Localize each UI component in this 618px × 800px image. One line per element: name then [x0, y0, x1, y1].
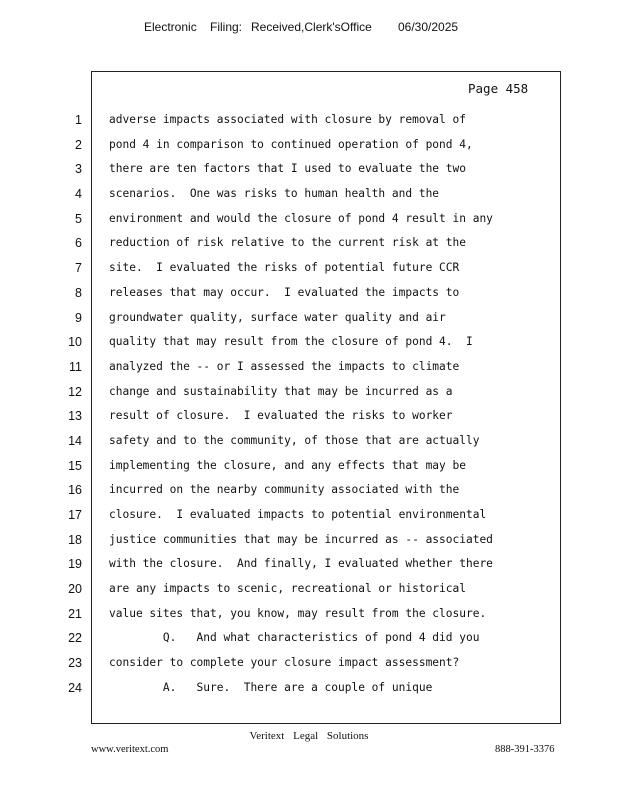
line-number: 22	[68, 631, 82, 646]
filing-header-date: 06/30/2025	[398, 20, 459, 34]
transcript-line	[0, 330, 618, 355]
line-number: 18	[68, 532, 82, 547]
transcript-line	[0, 380, 618, 405]
transcript-line	[0, 429, 618, 454]
transcript-line	[0, 503, 618, 528]
line-number: 13	[68, 409, 82, 424]
line-text: analyzed the -- or I assessed the impacts to climate	[109, 359, 460, 373]
line-text: quality that may result from the closure of pond 4. I	[109, 335, 473, 349]
line-text: site. I evaluated the risks of potential future CCR	[109, 261, 460, 275]
transcript-line	[0, 651, 618, 676]
transcript-line	[0, 355, 618, 380]
transcript-line	[0, 182, 618, 207]
line-number: 24	[68, 680, 82, 695]
line-text: value sites that, you know, may result from the closure.	[109, 606, 487, 620]
line-text: consider to complete your closure impact assessment?	[109, 656, 460, 670]
transcript-line	[0, 306, 618, 331]
line-text: environment and would the closure of pond 4 result in any	[109, 211, 493, 225]
transcript-line	[0, 577, 618, 602]
filing-header-filing: Filing:	[210, 20, 243, 34]
line-number: 2	[75, 137, 82, 152]
line-number: 23	[68, 656, 82, 671]
line-text: scenarios. One was risks to human health and the	[109, 187, 440, 201]
transcript-line	[0, 207, 618, 232]
line-number: 16	[68, 483, 82, 498]
transcript-line	[0, 231, 618, 256]
line-number: 20	[68, 582, 82, 597]
line-text: releases that may occur. I evaluated the impacts to	[109, 285, 460, 299]
line-number: 9	[75, 310, 82, 325]
line-number: 8	[75, 285, 82, 300]
line-text: change and sustainability that may be incurred as a	[109, 384, 453, 398]
line-text: implementing the closure, and any effects that may be	[109, 458, 466, 472]
transcript-line	[0, 478, 618, 503]
page-number: Page 458	[468, 81, 529, 96]
line-text: justice communities that may be incurred as -- associated	[109, 532, 493, 546]
line-number: 7	[75, 261, 82, 276]
transcript-lines	[0, 108, 618, 701]
line-text: are any impacts to scenic, recreational or historical	[109, 582, 466, 596]
line-text: there are ten factors that I used to evaluate the two	[109, 162, 466, 176]
line-number: 3	[75, 162, 82, 177]
transcript-line	[0, 404, 618, 429]
transcript-line	[0, 454, 618, 479]
footer-phone: 888-391-3376	[495, 744, 555, 755]
transcript-line	[0, 552, 618, 577]
line-number: 4	[75, 187, 82, 202]
transcript-line	[0, 602, 618, 627]
transcript-line	[0, 626, 618, 651]
line-text: groundwater quality, surface water quality and air	[109, 310, 446, 324]
line-text: closure. I evaluated impacts to potential environmental	[109, 508, 487, 521]
filing-header	[0, 20, 618, 38]
transcript-line	[0, 133, 618, 158]
line-number: 17	[68, 508, 82, 522]
footer-company: Veritext Legal Solutions	[249, 730, 369, 742]
line-text: incurred on the nearby community associated with the	[109, 483, 460, 497]
line-number: 12	[68, 384, 82, 399]
line-number: 15	[68, 458, 82, 473]
footer-website: www.veritext.com	[91, 744, 169, 755]
line-number: 21	[68, 606, 82, 621]
line-number: 5	[75, 211, 82, 226]
line-number: 1	[75, 113, 82, 127]
line-text: with the closure. And finally, I evaluated whether there	[109, 557, 493, 571]
line-text: Q. And what characteristics of pond 4 did you	[109, 631, 480, 645]
transcript-line	[0, 676, 618, 701]
line-number: 10	[68, 335, 82, 350]
line-number: 19	[68, 557, 82, 572]
transcript-line	[0, 281, 618, 306]
filing-header-electronic: Electronic	[144, 20, 197, 34]
filing-header-received: Received,Clerk'sOffice	[251, 20, 372, 34]
line-number: 14	[68, 433, 82, 448]
line-text: adverse impacts associated with closure by removal of	[109, 113, 466, 126]
line-number: 6	[75, 236, 82, 251]
line-text: reduction of risk relative to the current risk at the	[109, 236, 466, 250]
line-text: result of closure. I evaluated the risks to worker	[109, 409, 453, 423]
line-text: pond 4 in comparison to continued operation of pond 4,	[109, 137, 473, 151]
line-text: safety and to the community, of those that are actually	[109, 433, 480, 447]
transcript-line	[0, 256, 618, 281]
line-number: 11	[69, 359, 82, 374]
transcript-line	[0, 108, 618, 133]
line-text: A. Sure. There are a couple of unique	[109, 680, 433, 694]
transcript-line	[0, 157, 618, 182]
transcript-line	[0, 528, 618, 553]
